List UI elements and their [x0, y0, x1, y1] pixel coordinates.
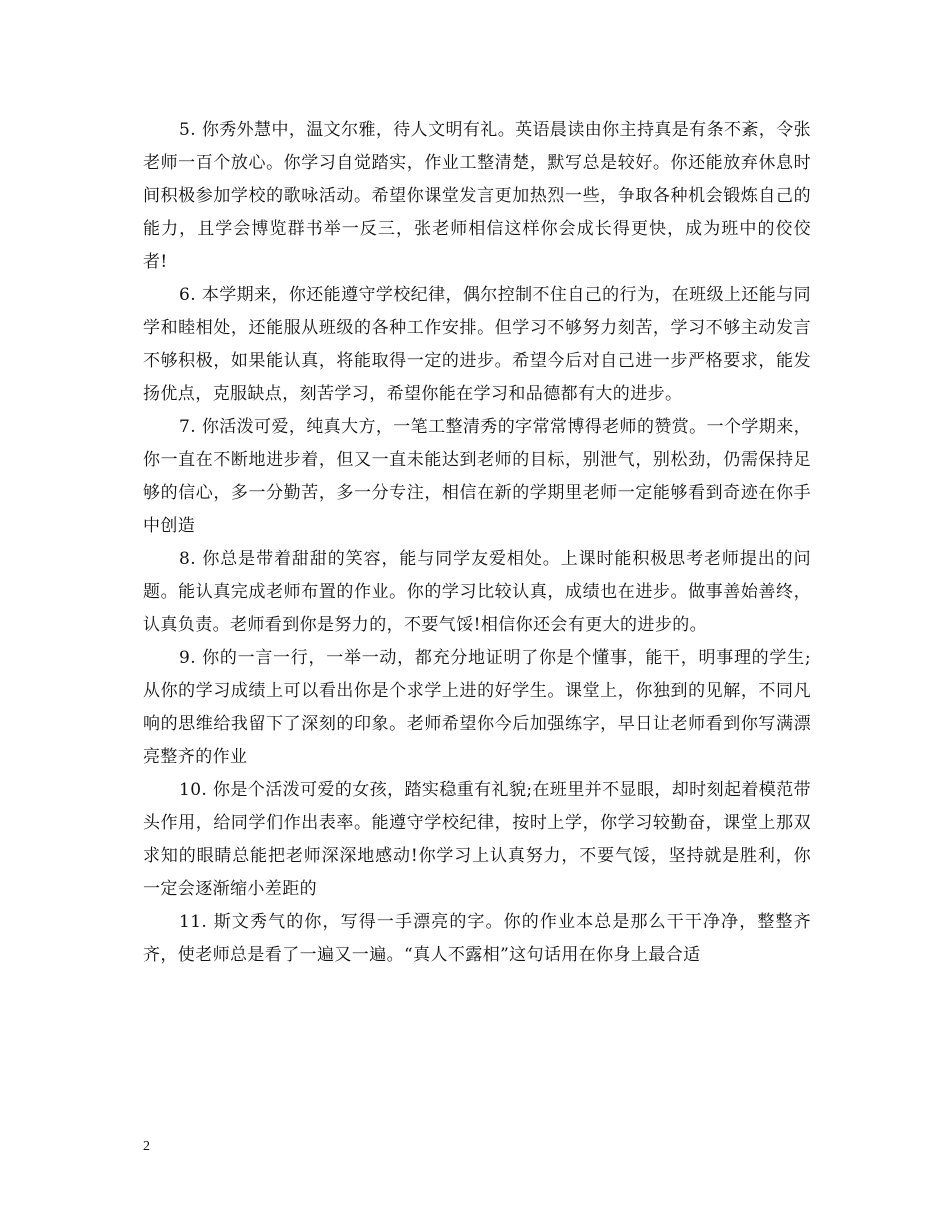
paragraph-6: 6. 本学期来，你还能遵守学校纪律，偶尔控制不住自己的行为，在班级上还能与同学和睦相处，还能服从班级的各种工作安排。但学习不够努力刻苦，学习不够主动发言不够积极，如果能认真，将能取得一定的进步。希望今后对自己进一步严格要求，能发扬优点，克服缺点，刻苦学习，希望你能在学习和品德都有大的进步。 — [143, 285, 811, 404]
page-number: 2 — [143, 1139, 150, 1154]
paragraph-10: 10. 你是个活泼可爱的女孩，踏实稳重有礼貌;在班里并不显眼，却时刻起着模范带头作用，给同学们作出表率。能遵守学校纪律，按时上学，你学习较勤奋，课堂上那双求知的眼睛总能把老师深深地感动!你学习上认真努力，不要气馁，坚持就是胜利，你一定会逐渐缩小差距的 — [143, 780, 811, 899]
paragraph-5: 5. 你秀外慧中，温文尔雅，待人文明有礼。英语晨读由你主持真是有条不紊，令张老师一百个放心。你学习自觉踏实，作业工整清楚，默写总是较好。你还能放弃休息时间积极参加学校的歌咏活动。希望你课堂发言更加热烈一些，争取各种机会锻炼自己的能力，且学会博览群书举一反三，张老师相信这样你会成长得更快，成为班中的佼佼者! — [143, 120, 811, 272]
paragraph-9: 9. 你的一言一行，一举一动，都充分地证明了你是个懂事，能干，明事理的学生;从你的学习成绩上可以看出你是个求学上进的好学生。课堂上，你独到的见解，不同凡响的思维给我留下了深刻的印象。老师希望你今后加强练字，早日让老师看到你写满漂亮整齐的作业 — [143, 648, 811, 767]
paragraph-8: 8. 你总是带着甜甜的笑容，能与同学友爱相处。上课时能积极思考老师提出的问题。能认真完成老师布置的作业。你的学习比较认真，成绩也在进步。做事善始善终，认真负责。老师看到你是努力的，不要气馁!相信你还会有更大的进步的。 — [143, 549, 811, 635]
paragraph-7: 7. 你活泼可爱，纯真大方，一笔工整清秀的字常常博得老师的赞赏。一个学期来，你一直在不断地进步着，但又一直未能达到老师的目标，别泄气，别松劲，仍需保持足够的信心，多一分勤苦，多一分专注，相信在新的学期里老师一定能够看到奇迹在你手中创造 — [143, 417, 811, 536]
paragraph-11: 11. 斯文秀气的你，写得一手漂亮的字。你的作业本总是那么干干净净，整整齐齐，使老师总是看了一遍又一遍。“真人不露相”这句话用在你身上最合适 — [143, 912, 811, 965]
document-body — [143, 114, 811, 972]
